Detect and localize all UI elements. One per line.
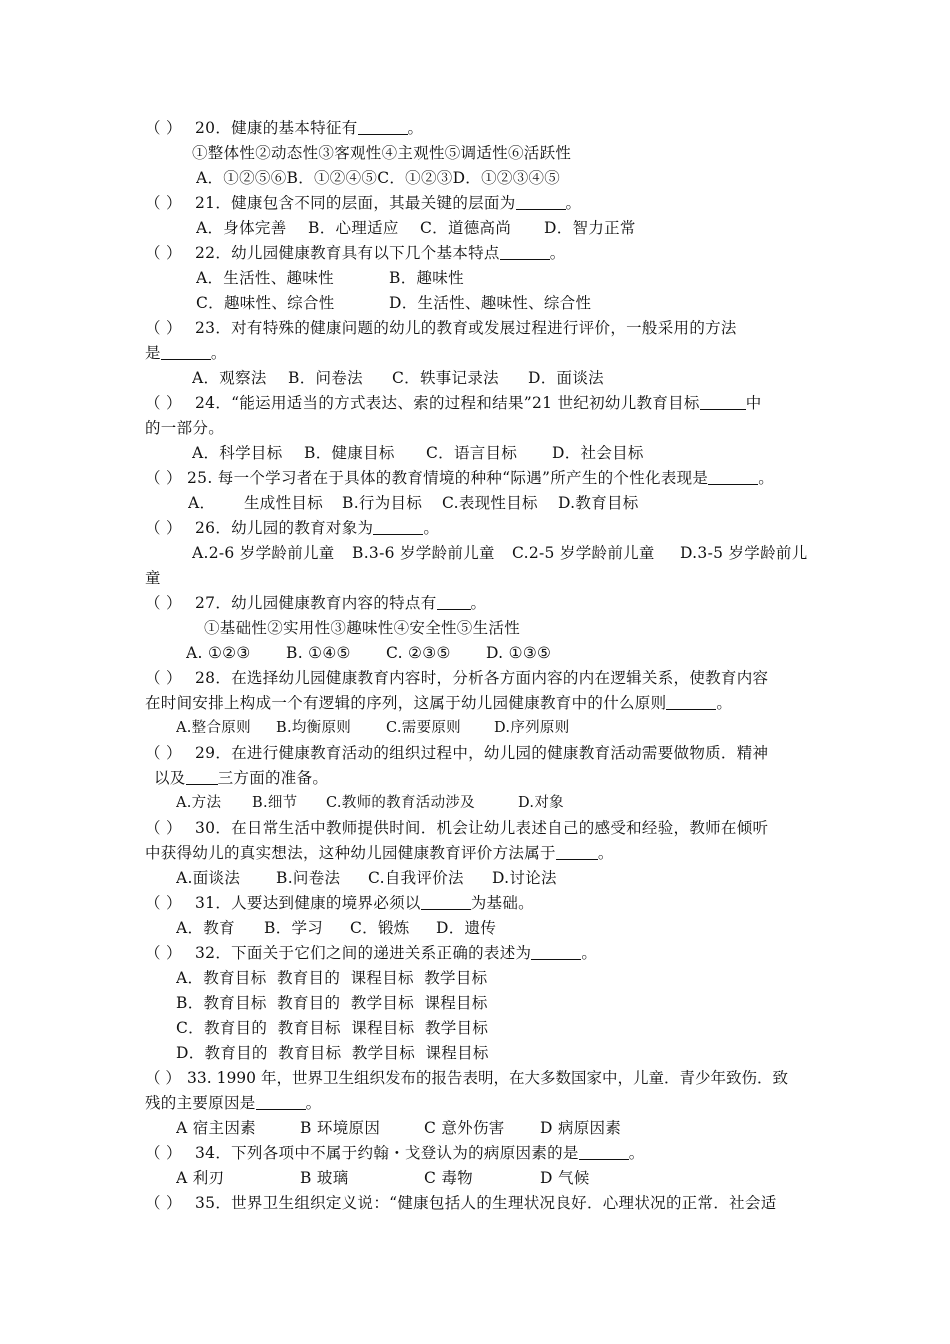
question-31-options bbox=[176, 916, 841, 941]
option-d: D.3-5 岁学龄前儿 bbox=[680, 544, 808, 562]
question-number: 26 bbox=[195, 519, 216, 537]
answer-blank bbox=[161, 343, 211, 360]
question-stem: ．下面关于它们之间的递进关系正确的表述为 bbox=[215, 944, 532, 962]
option-b: B．①②④⑤ bbox=[286, 169, 378, 187]
option-a-text: 生成性目标 bbox=[244, 494, 324, 512]
option-b: B.行为目标 bbox=[342, 494, 423, 512]
option-d: D．遗传 bbox=[436, 919, 497, 937]
question-stem: ．在进行健康教育活动的组织过程中，幼儿园的健康教育活动需要做物质．精神 bbox=[215, 744, 769, 762]
question-20-options bbox=[196, 166, 861, 191]
question-27-options bbox=[186, 641, 851, 666]
question-31 bbox=[145, 891, 810, 916]
question-23 bbox=[145, 316, 810, 341]
option-d: D 病原因素 bbox=[540, 1119, 622, 1137]
option-d: D.对象 bbox=[518, 795, 564, 811]
question-stem-cont: 残的主要原因是 bbox=[145, 1094, 256, 1112]
answer-paren: （ ） bbox=[145, 819, 182, 837]
option-a: A．身体完善 bbox=[196, 219, 287, 237]
question-32-option-a: A．教育目标 教育目的 课程目标 教学目标 bbox=[176, 969, 488, 987]
answer-blank bbox=[700, 393, 746, 410]
question-25-options bbox=[188, 491, 853, 516]
question-35 bbox=[145, 1191, 810, 1216]
question-30-cont bbox=[145, 841, 810, 866]
question-stem-cont: 中获得幼儿的真实想法，这种幼儿园健康教育评价方法属于 bbox=[145, 844, 556, 862]
answer-paren: （ ） bbox=[145, 894, 182, 912]
question-number: 31 bbox=[195, 894, 216, 912]
question-number: 30 bbox=[195, 819, 216, 837]
option-c: C.自我评价法 bbox=[368, 869, 464, 887]
option-b: B．问卷法 bbox=[288, 369, 363, 387]
stem-tail: 。 bbox=[210, 344, 227, 362]
answer-paren: （ ） bbox=[145, 244, 182, 262]
option-b: B.问卷法 bbox=[276, 869, 341, 887]
option-c: C.表现性目标 bbox=[442, 494, 538, 512]
answer-blank bbox=[708, 468, 758, 485]
question-34-options bbox=[176, 1166, 841, 1191]
answer-paren: （ ） bbox=[145, 194, 182, 212]
option-a: A.整合原则 bbox=[176, 720, 251, 736]
question-stem: ．下列各项中不属于约翰・戈登认为的病原因素的是 bbox=[215, 1144, 579, 1162]
question-21-options bbox=[196, 216, 861, 241]
question-26-options bbox=[192, 541, 810, 566]
question-stem: ．“能运用适当的方式表达、索的过程和结果”21 世纪初幼儿教育目标 bbox=[215, 394, 700, 412]
option-b: B.3-6 岁学龄前儿童 bbox=[352, 544, 495, 562]
question-28 bbox=[145, 666, 810, 691]
question-33-options bbox=[176, 1116, 841, 1141]
stem-tail: 。 bbox=[423, 519, 440, 537]
question-29-options bbox=[176, 791, 841, 816]
stem-tail: 三方面的准备。 bbox=[217, 769, 329, 787]
question-stem: . 每一个学习者在于具体的教育情境的种种“际遇”所产生的个性化表现是 bbox=[207, 469, 709, 487]
option-c: C. ②③⑤ bbox=[386, 644, 451, 662]
option-b: B．心理适应 bbox=[308, 219, 399, 237]
stem-tail: 。 bbox=[581, 944, 598, 962]
stem-tail: 。 bbox=[716, 694, 733, 712]
stem-tail: 。 bbox=[628, 1144, 645, 1162]
question-23-cont bbox=[145, 341, 810, 366]
option-d: D. ①③⑤ bbox=[486, 644, 552, 662]
option-a: A．①②⑤⑥ bbox=[196, 169, 287, 187]
question-stem: ．对有特殊的健康问题的幼儿的教育或发展过程进行评价，一般采用的方法 bbox=[215, 319, 737, 337]
question-number: 34 bbox=[195, 1144, 216, 1162]
option-a: A 利刃 bbox=[176, 1169, 225, 1187]
option-c: C．轶事记录法 bbox=[392, 369, 499, 387]
answer-paren: （ ） bbox=[145, 319, 182, 337]
stem-tail: 。 bbox=[470, 594, 487, 612]
question-23-options bbox=[192, 366, 857, 391]
stem-tail: 。 bbox=[597, 844, 614, 862]
stem-tail: 。 bbox=[305, 1094, 322, 1112]
question-33 bbox=[145, 1066, 810, 1091]
question-stem: ．世界卫生组织定义说：“健康包括人的生理状况良好．心理状况的正常．社会适 bbox=[215, 1194, 777, 1212]
question-32-option-d: D．教育目的 教育目标 教学目标 课程目标 bbox=[176, 1044, 489, 1062]
option-a: A.面谈法 bbox=[176, 869, 241, 887]
question-stem: ．健康包含不同的层面，其最关键的层面为 bbox=[215, 194, 516, 212]
answer-blank bbox=[421, 893, 471, 910]
question-32-option-c: C．教育目的 教育目标 课程目标 教学目标 bbox=[176, 1019, 489, 1037]
question-number: 33 bbox=[187, 1069, 207, 1087]
option-b: B 环境原因 bbox=[300, 1119, 381, 1137]
question-number: 21 bbox=[195, 194, 216, 212]
question-number: 29 bbox=[195, 744, 216, 762]
answer-blank bbox=[579, 1143, 629, 1160]
option-c: C．道德高尚 bbox=[420, 219, 512, 237]
question-number: 32 bbox=[195, 944, 216, 962]
answer-blank bbox=[516, 193, 566, 210]
option-a: A．科学目标 bbox=[192, 444, 283, 462]
answer-paren: （ ） bbox=[145, 119, 182, 137]
question-number: 25 bbox=[187, 469, 208, 487]
option-a: A.2-6 岁学龄前儿童 bbox=[192, 544, 335, 562]
question-34 bbox=[145, 1141, 810, 1166]
question-stem: ．人要达到健康的境界必须以 bbox=[215, 894, 421, 912]
question-28-options bbox=[176, 716, 841, 741]
option-d: D.教育目标 bbox=[558, 494, 639, 512]
question-stem-cont: 是 bbox=[145, 344, 161, 362]
option-a: A． bbox=[188, 494, 216, 512]
question-26-wrap: 童 bbox=[145, 569, 161, 587]
question-number: 27 bbox=[195, 594, 216, 612]
question-29-cont bbox=[154, 766, 819, 791]
question-22-options-cd bbox=[196, 291, 861, 316]
option-a: A.方法 bbox=[176, 795, 222, 811]
option-c: C 意外伤害 bbox=[424, 1119, 505, 1137]
answer-paren: （ ） bbox=[145, 594, 182, 612]
option-c: C 毒物 bbox=[424, 1169, 473, 1187]
option-d: D 气候 bbox=[540, 1169, 590, 1187]
question-stem: ．幼儿园健康教育内容的特点有 bbox=[215, 594, 437, 612]
question-number: 20 bbox=[195, 119, 216, 137]
answer-paren: （ ） bbox=[145, 1069, 181, 1087]
option-d: D.讨论法 bbox=[492, 869, 557, 887]
answer-paren: （ ） bbox=[145, 519, 182, 537]
answer-paren: （ ） bbox=[145, 669, 182, 687]
answer-blank bbox=[373, 518, 423, 535]
question-20 bbox=[145, 116, 810, 141]
option-b: B．学习 bbox=[264, 919, 324, 937]
option-c: C．语言目标 bbox=[426, 444, 518, 462]
question-stem: ．在选择幼儿园健康教育内容时，分析各方面内容的内在逻辑关系，使教育内容 bbox=[215, 669, 769, 687]
question-stem: ．健康的基本特征有 bbox=[215, 119, 358, 137]
question-22-options-ab bbox=[196, 266, 861, 291]
option-d: D．生活性、趣味性、综合性 bbox=[389, 294, 592, 312]
option-a: A．教育 bbox=[176, 919, 235, 937]
question-22 bbox=[145, 241, 810, 266]
answer-blank bbox=[556, 843, 598, 860]
answer-blank bbox=[666, 693, 716, 710]
question-25 bbox=[145, 466, 810, 491]
option-a: A．生活性、趣味性 bbox=[196, 269, 334, 287]
option-c: C．趣味性、综合性 bbox=[196, 294, 335, 312]
option-a: A. ①②③ bbox=[186, 644, 251, 662]
question-27 bbox=[145, 591, 810, 616]
question-21 bbox=[145, 191, 810, 216]
option-c: C.2-5 岁学龄前儿童 bbox=[512, 544, 655, 562]
question-number: 23 bbox=[195, 319, 216, 337]
question-32 bbox=[145, 941, 810, 966]
question-24 bbox=[145, 391, 810, 416]
option-a: A．观察法 bbox=[192, 369, 267, 387]
question-27-items: ①基础性②实用性③趣味性④安全性⑤生活性 bbox=[204, 619, 521, 637]
question-number: 22 bbox=[195, 244, 216, 262]
option-d: D.序列原则 bbox=[494, 720, 570, 736]
answer-blank bbox=[500, 243, 550, 260]
question-30 bbox=[145, 816, 810, 841]
option-d: D．面谈法 bbox=[528, 369, 604, 387]
answer-blank bbox=[437, 593, 471, 610]
question-28-cont bbox=[145, 691, 810, 716]
question-32-option-b: B．教育目标 教育目的 教学目标 课程目标 bbox=[176, 994, 488, 1012]
question-24-cont: 的一部分。 bbox=[145, 419, 225, 437]
answer-paren: （ ） bbox=[145, 1144, 182, 1162]
stem-tail: 。 bbox=[549, 244, 566, 262]
question-stem: ．幼儿园的教育对象为 bbox=[215, 519, 374, 537]
answer-paren: （ ） bbox=[145, 944, 182, 962]
stem-tail: 。 bbox=[565, 194, 582, 212]
answer-blank bbox=[358, 118, 408, 135]
question-29 bbox=[145, 741, 810, 766]
question-20-items: ①整体性②动态性③客观性④主观性⑤调适性⑥活跃性 bbox=[192, 144, 572, 162]
stem-tail: 中 bbox=[745, 394, 762, 412]
question-stem-cont: 在时间安排上构成一个有逻辑的序列，这属于幼儿园健康教育中的什么原则 bbox=[145, 694, 667, 712]
answer-paren: （ ） bbox=[145, 469, 182, 487]
stem-tail: 。 bbox=[758, 469, 775, 487]
option-b: B.均衡原则 bbox=[276, 720, 352, 736]
answer-blank bbox=[186, 768, 218, 785]
answer-paren: （ ） bbox=[145, 1194, 182, 1212]
option-c: C．锻炼 bbox=[350, 919, 410, 937]
question-number: 28 bbox=[195, 669, 216, 687]
stem-tail: 为基础。 bbox=[470, 894, 534, 912]
question-number: 35 bbox=[195, 1194, 216, 1212]
option-b: B．健康目标 bbox=[304, 444, 395, 462]
option-c: C.教师的教育活动涉及 bbox=[326, 795, 475, 811]
question-24-options bbox=[192, 441, 857, 466]
option-a: A 宿主因素 bbox=[176, 1119, 256, 1137]
answer-blank bbox=[531, 943, 581, 960]
answer-paren: （ ） bbox=[145, 394, 182, 412]
option-c: C．①②③ bbox=[377, 169, 453, 187]
option-d: D．智力正常 bbox=[544, 219, 636, 237]
answer-blank bbox=[256, 1093, 306, 1110]
option-b: B.细节 bbox=[252, 795, 298, 811]
question-stem-cont: 以及 bbox=[154, 769, 186, 787]
question-stem: ．在日常生活中教师提供时间．机会让幼儿表述自己的感受和经验，教师在倾听 bbox=[215, 819, 769, 837]
option-b: B．趣味性 bbox=[389, 269, 464, 287]
option-b: B. ①④⑤ bbox=[286, 644, 351, 662]
question-number: 24 bbox=[195, 394, 216, 412]
question-30-options bbox=[176, 866, 841, 891]
option-d: D．①②③④⑤ bbox=[452, 169, 561, 187]
question-33-cont bbox=[145, 1091, 810, 1116]
question-26 bbox=[145, 516, 810, 541]
option-b: B 玻璃 bbox=[300, 1169, 349, 1187]
answer-paren: （ ） bbox=[145, 744, 182, 762]
option-d: D．社会目标 bbox=[552, 444, 644, 462]
question-stem: . 1990 年，世界卫生组织发布的报告表明，在大多数国家中，儿童．青少年致伤．致 bbox=[206, 1069, 788, 1087]
question-stem: ．幼儿园健康教育具有以下几个基本特点 bbox=[215, 244, 500, 262]
stem-tail: 。 bbox=[407, 119, 424, 137]
option-c: C.需要原则 bbox=[386, 720, 461, 736]
